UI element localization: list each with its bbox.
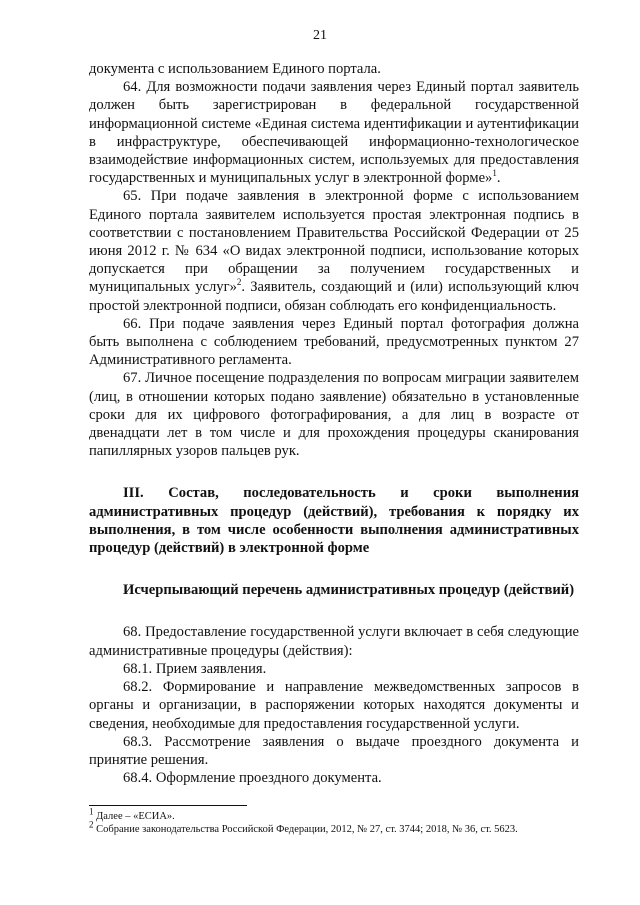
- sub-heading: Исчерпывающий перечень административных процедур (действий): [123, 582, 575, 599]
- paragraph-continuation: документа с использованием Единого портала.: [89, 61, 381, 77]
- paragraph-65: [89, 187, 579, 314]
- paragraph-64-text: 64. Для возможности подачи заявления через Единый портал заявитель должен быть зарегистрирован в федеральной государственной информационной системе «Единая система идентификации и аутентификации в инфраструктуре, обеспечивающей информационно-технологическое взаимодействие информационных систем, используемых для предоставления государственных и муниципальных услуг в электронной форме»: [89, 79, 579, 187]
- paragraph-65-tail: . Заявитель, создающий и (или) использующий ключ простой электронной подписи, обязан соблюдать его конфиденциальность.: [89, 279, 579, 314]
- footnote-ref-2: 2: [236, 277, 242, 288]
- paragraph-64: [89, 78, 579, 187]
- footnote-separator: [89, 805, 247, 806]
- paragraph-68-1: 68.1. Прием заявления.: [123, 660, 267, 677]
- paragraph-65-text: 65. При подаче заявления в электронной форме с использованием Единого портала заявителем используется простая электронная подпись в соответствии с постановлением Правительства Российской Федерации от 25 июня 2012 г. № 634 «О видах электронной подписи, использование которых допускается при обращении за получением государственных и муниципальных услуг»: [89, 188, 579, 296]
- section-heading: III. Состав, последовательность и сроки выполнения административных процедур (действий), требования к порядку их выполнения, в том числе особенности выполнения административных процедур (действий) в электронной форме: [89, 485, 579, 557]
- footnote-1-text: Далее – «ЕСИА».: [96, 811, 175, 822]
- paragraph-68-4: 68.4. Оформление проездного документа.: [123, 770, 382, 787]
- paragraph-66: 66. При подаче заявления через Единый портал фотография должна быть выполнена с соблюдением требований, предусмотренных пунктом 27 Административного регламента.: [89, 315, 579, 369]
- footnote-1: [89, 806, 579, 823]
- paragraph-68-3: 68.3. Рассмотрение заявления о выдаче проездного документа и принятие решения.: [89, 733, 579, 768]
- paragraph-68: 68. Предоставление государственной услуги включает в себя следующие административные процедуры (действия):: [89, 624, 579, 659]
- paragraph-67: 67. Личное посещение подразделения по вопросам миграции заявителем (лиц, в отношении которых подано заявление) обязательно в установленные сроки для их цифрового фотографирования, а для лиц в возрасте от двенадцати лет в том числе и для прохождения процедуры сканирования папиллярных узоров пальцев рук.: [89, 370, 579, 460]
- footnote-ref-1: 1: [492, 168, 497, 179]
- document-body: [89, 60, 579, 787]
- footnote-mark-2: 2: [89, 819, 94, 830]
- page-number: 21: [313, 28, 327, 43]
- footnote-2: [89, 819, 579, 836]
- footnote-2-text: Собрание законодательства Российской Федерации, 2012, № 27, ст. 3744; 2018, № 36, ст. 5623.: [96, 824, 518, 835]
- paragraph-64-tail: .: [496, 170, 501, 187]
- paragraph-68-2: 68.2. Формирование и направление межведомственных запросов в органы и организации, в распоряжении которых находятся документы и сведения, необходимые для предоставления государственной услуги.: [89, 679, 579, 732]
- footnotes: [89, 805, 579, 836]
- footnote-mark-1: 1: [89, 806, 94, 817]
